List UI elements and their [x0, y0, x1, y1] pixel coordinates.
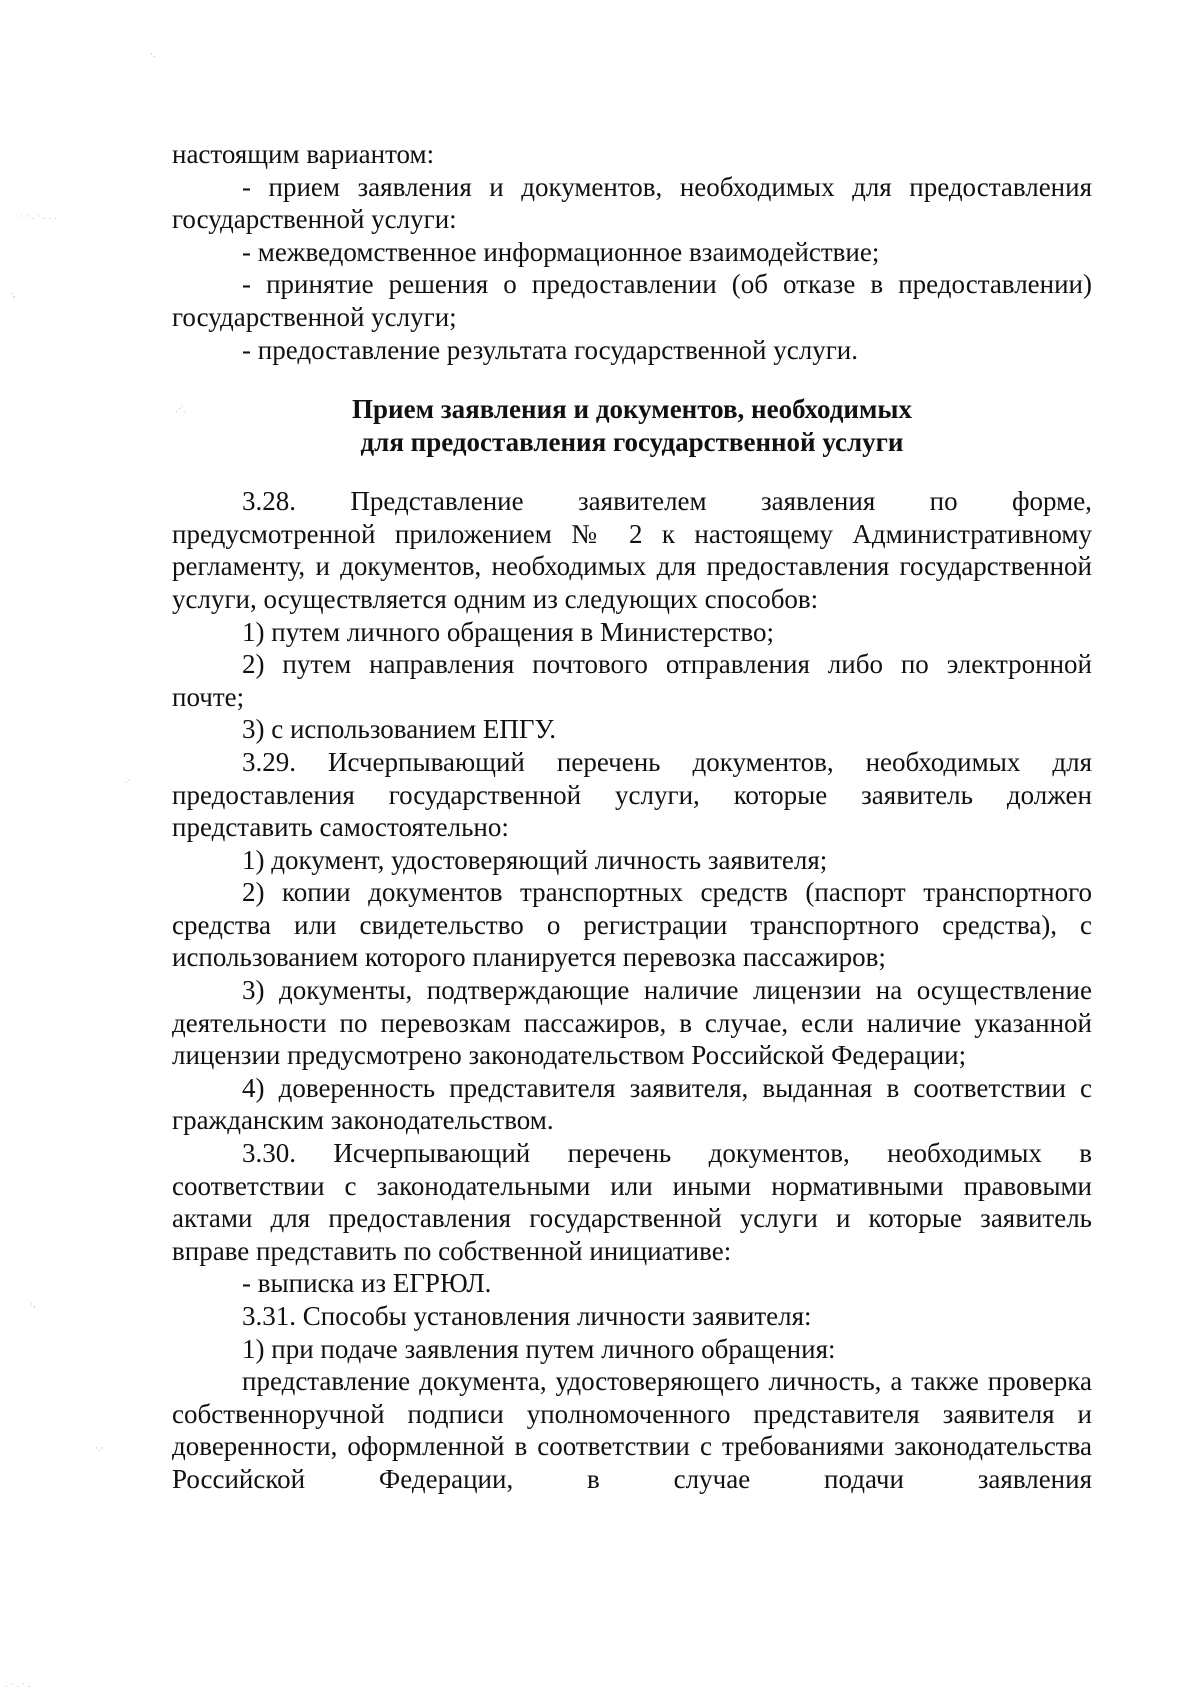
- intro-line: настоящим вариантом:: [172, 139, 435, 169]
- clause-3-28-first-line: [172, 485, 1092, 518]
- clause-3-31-way-1: 1) при подаче заявления путем личного обращения:: [242, 1333, 836, 1364]
- procedure-item-4: - предоставление результата государственной услуги.: [242, 334, 858, 365]
- clause-3-28-word: заявителем: [578, 486, 707, 517]
- scan-speck: .·: [125, 776, 131, 786]
- clause-3-29-doc-4: 4) доверенность представителя заявителя, выданная в соответствии с гражданским законодательством.: [172, 1072, 1092, 1136]
- clause-3-28-word: Представление: [350, 486, 524, 517]
- clause-3-30: 3.30. Исчерпывающий перечень документов, необходимых в соответствии с законодательными или иными нормативными правовыми актами для предоставления государственной услуги и которые заявитель вправе представить по собственной инициативе:: [172, 1138, 1092, 1266]
- clause-3-28-method-2: 2) путем направления почтового отправления либо по электронной почте;: [172, 649, 1092, 712]
- section-heading-line-2: для предоставления государственной услуги: [360, 427, 904, 458]
- clause-3-29-doc-3: 3) документы, подтверждающие наличие лицензии на осуществление деятельности по перевозкам пассажиров, в случае, если наличие указанной лицензии предусмотрено законодательством Российской Федерации;: [172, 975, 1092, 1071]
- clause-3-28-word: заявления: [761, 486, 876, 517]
- section-heading-line-1: Прием заявления и документов, необходимых: [352, 394, 912, 425]
- clause-3-28-word: 3.28.: [242, 486, 296, 517]
- clause-3-28-word: форме,: [1012, 486, 1092, 517]
- clause-3-28-method-1: 1) путем личного обращения в Министерство;: [242, 616, 774, 647]
- clause-3-28-body: предусмотренной приложением № 2 к настоящему Административному регламенту, и документов, необходимых для предоставления государственной услуги, осуществляется одним из следующих способов:: [172, 518, 1092, 614]
- clause-3-29: 3.29. Исчерпывающий перечень документов, необходимых для предоставления государственной услуги, которые заявитель должен представить самостоятельно:: [172, 746, 1092, 843]
- clause-3-29-doc-2: 2) копии документов транспортных средств (паспорт транспортного средства или свидетельство о регистрации транспортного средства), с использованием которого планируется перевозка пассажиров;: [172, 877, 1092, 973]
- scan-speck: ·.: [150, 50, 156, 60]
- clause-3-29-doc-1: 1) документ, удостоверяющий личность заявителя;: [242, 844, 828, 875]
- procedure-item-1: - прием заявления и документов, необходимых для предоставления государственной услуги:: [172, 171, 1092, 235]
- scan-speck: ·.·: [95, 1444, 104, 1454]
- document-page: [172, 138, 1092, 1496]
- procedure-item-3: - принятие решения о предоставлении (об отказе в предоставлении) государственной услуги;: [172, 269, 1092, 332]
- clause-3-31-body: представление документа, удостоверяющего личность, а также проверка собственноручной подписи уполномоченного представителя заявителя и доверенности, оформленной в соответствии с требованиями законодательства Российской Федерации, в случае подачи заявления: [172, 1366, 1092, 1494]
- scan-speck: ·,: [10, 290, 16, 300]
- scan-speck: .·‵.: [175, 405, 186, 415]
- clause-3-28-word: по: [929, 486, 958, 517]
- procedure-item-2: - межведомственное информационное взаимодействие;: [242, 236, 880, 267]
- clause-3-30-extract: - выписка из ЕГРЮЛ.: [242, 1268, 492, 1299]
- scan-speck: · · . · . . .: [20, 212, 58, 222]
- clause-3-31: 3.31. Способы установления личности заявителя:: [242, 1301, 812, 1331]
- section-heading: [172, 393, 1092, 459]
- scan-speck: . · . · .: [5, 1680, 31, 1690]
- clause-3-28-method-3: 3) с использованием ЕПГУ.: [242, 714, 556, 745]
- scan-speck: ·,: [30, 1300, 36, 1310]
